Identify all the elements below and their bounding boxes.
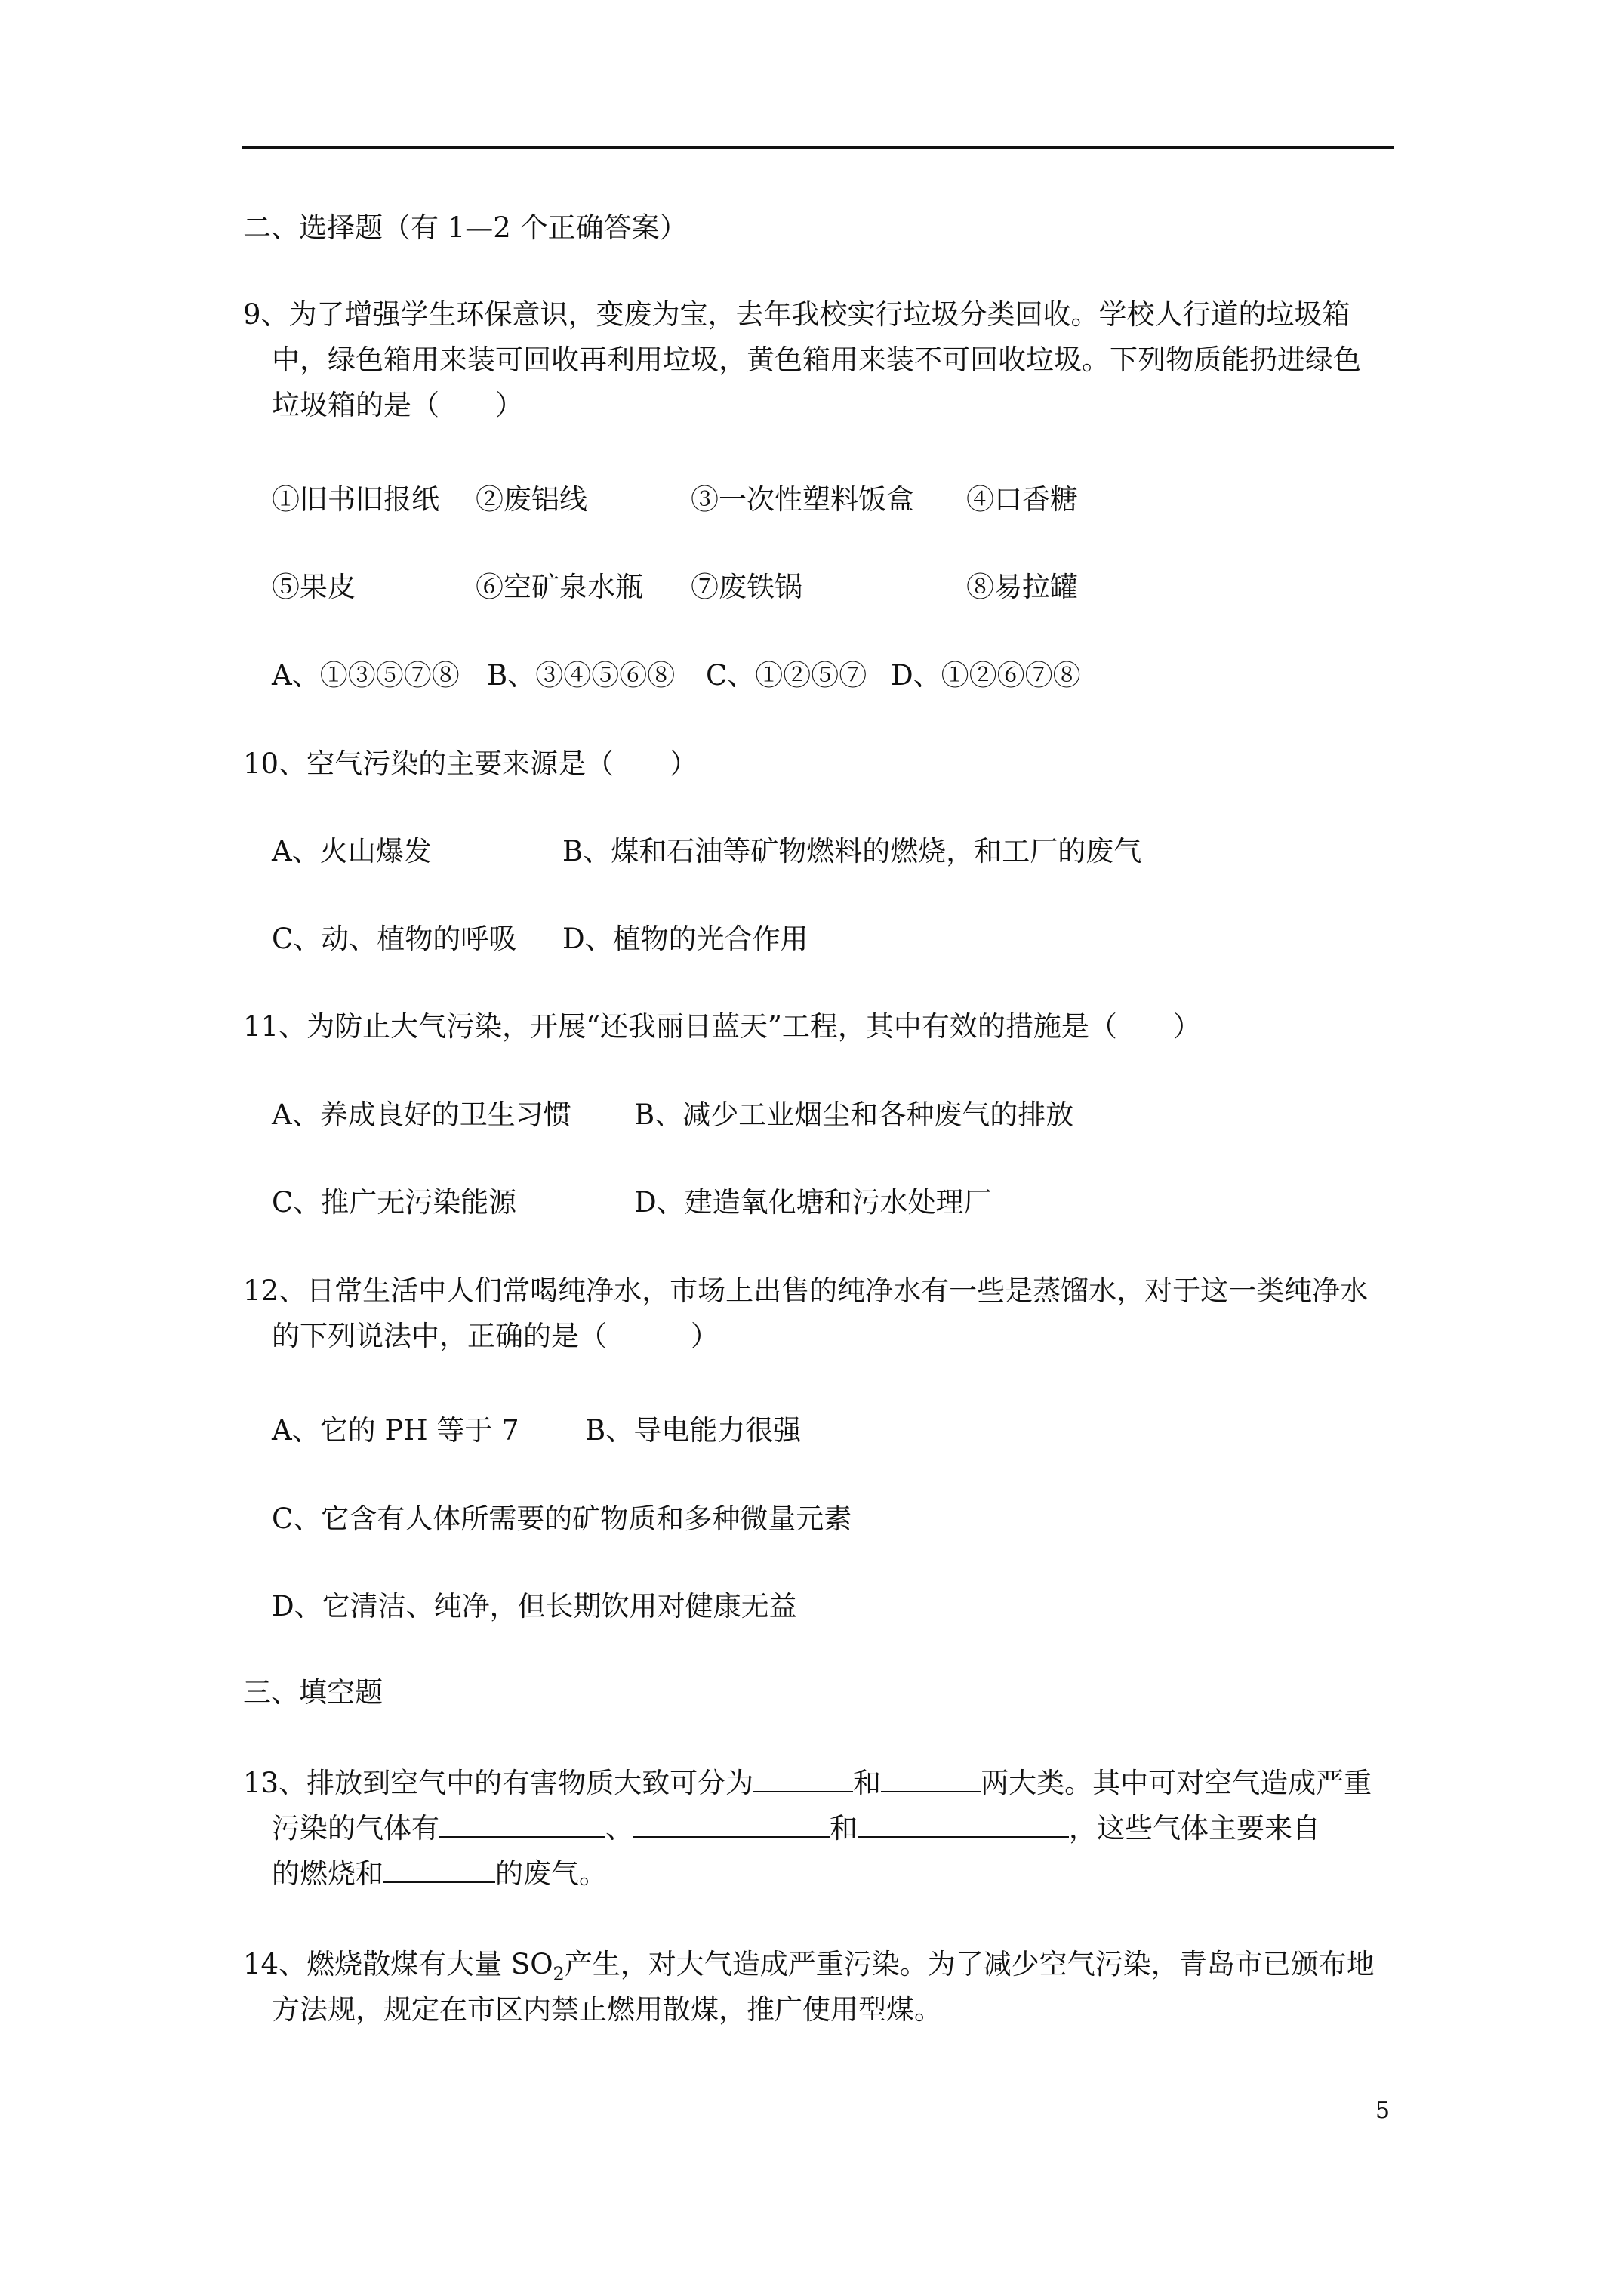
question-13-text: 两大类。其中可对空气造成严重	[981, 1767, 1372, 1799]
item-7: ⑦废铁锅	[691, 571, 802, 603]
item-5: ⑤果皮	[272, 571, 356, 603]
question-13-line-1	[243, 1758, 1397, 1806]
question-14-text: 产生，对大气造成严重污染。为了减少空气污染，青岛市已颁布地	[564, 1948, 1375, 1980]
question-14-line-1	[243, 1942, 1397, 1987]
page-number: 5	[1375, 2097, 1390, 2124]
question-13-text: 污染的气体有	[272, 1812, 439, 1845]
question-13-text: 和	[853, 1767, 882, 1799]
option-c: C、动、植物的呼吸	[272, 923, 517, 955]
item-8: ⑧易拉罐	[966, 571, 1078, 603]
item-3: ③一次性塑料饭盒	[691, 483, 914, 516]
question-14-text: 14、燃烧散煤有大量 SO	[243, 1948, 553, 1980]
question-13-text: 、	[605, 1812, 633, 1845]
option-b: B、减少工业烟尘和各种废气的排放	[634, 1099, 1074, 1131]
option-d: D、它清洁、纯净，但长期饮用对健康无益	[272, 1590, 797, 1623]
option-d: D、建造氧化塘和污水处理厂	[634, 1186, 992, 1219]
question-13-text: 13、排放到空气中的有害物质大致可分为	[243, 1767, 754, 1799]
question-13-line-3	[243, 1848, 1397, 1897]
item-2: ②废铝线	[476, 483, 587, 516]
option-a: A、①③⑤⑦⑧	[272, 659, 460, 692]
question-13-text: 的废气。	[495, 1857, 607, 1890]
question-13-text: ，这些气体主要来自	[1069, 1812, 1320, 1845]
fill-blank[interactable]	[383, 1848, 495, 1883]
option-a: A、养成良好的卫生习惯	[272, 1099, 571, 1131]
question-9-line-1: 9、为了增强学生环保意识，变废为宝，去年我校实行垃圾分类回收。学校人行道的垃圾箱	[243, 298, 1350, 331]
option-a: A、它的 PH 等于 7	[272, 1414, 519, 1447]
fill-blank[interactable]	[753, 1758, 853, 1792]
subscript: 2	[553, 1963, 565, 1985]
option-d: D、①②⑥⑦⑧	[891, 659, 1081, 692]
question-12-line-1: 12、日常生活中人们常喝纯净水，市场上出售的纯净水有一些是蒸馏水，对于这一类纯净水	[243, 1274, 1369, 1307]
fill-blank[interactable]	[858, 1803, 1069, 1838]
option-b: B、煤和石油等矿物燃料的燃烧，和工厂的废气	[562, 835, 1142, 868]
item-6: ⑥空矿泉水瓶	[476, 571, 643, 603]
question-9-line-2: 中，绿色箱用来装可回收再利用垃圾，黄色箱用来装不可回收垃圾。下列物质能扔进绿色	[272, 344, 1361, 376]
option-a: A、火山爆发	[272, 835, 432, 868]
fill-blank[interactable]	[881, 1758, 981, 1792]
item-4: ④口香糖	[966, 483, 1078, 516]
option-c: C、它含有人体所需要的矿物质和多种微量元素	[272, 1502, 852, 1535]
option-b: B、③④⑤⑥⑧	[487, 659, 676, 692]
question-14-line-2: 方法规，规定在市区内禁止燃用散煤，推广使用型煤。	[272, 1993, 942, 2026]
question-10-stem: 10、空气污染的主要来源是（ ）	[243, 747, 698, 780]
item-1: ①旧书旧报纸	[272, 483, 439, 516]
section-heading: 二、选择题（有 1—2 个正确答案）	[243, 211, 688, 244]
question-9-line-3: 垃圾箱的是（ ）	[272, 389, 523, 421]
question-13-text: 和	[830, 1812, 858, 1845]
question-11-stem: 11、为防止大气污染，开展“还我丽日蓝天”工程，其中有效的措施是（ ）	[243, 1010, 1201, 1043]
section-heading: 三、填空题	[243, 1676, 383, 1709]
option-c: C、推广无污染能源	[272, 1186, 517, 1219]
question-13-line-2	[243, 1803, 1397, 1851]
option-b: B、导电能力很强	[585, 1414, 802, 1447]
option-c: C、①②⑤⑦	[706, 659, 867, 692]
question-13-text: 的燃烧和	[272, 1857, 383, 1890]
fill-blank[interactable]	[633, 1803, 830, 1838]
question-12-line-2: 的下列说法中，正确的是（ ）	[272, 1320, 719, 1352]
header-rule	[242, 146, 1394, 149]
option-d: D、植物的光合作用	[562, 923, 808, 955]
fill-blank[interactable]	[439, 1803, 605, 1838]
